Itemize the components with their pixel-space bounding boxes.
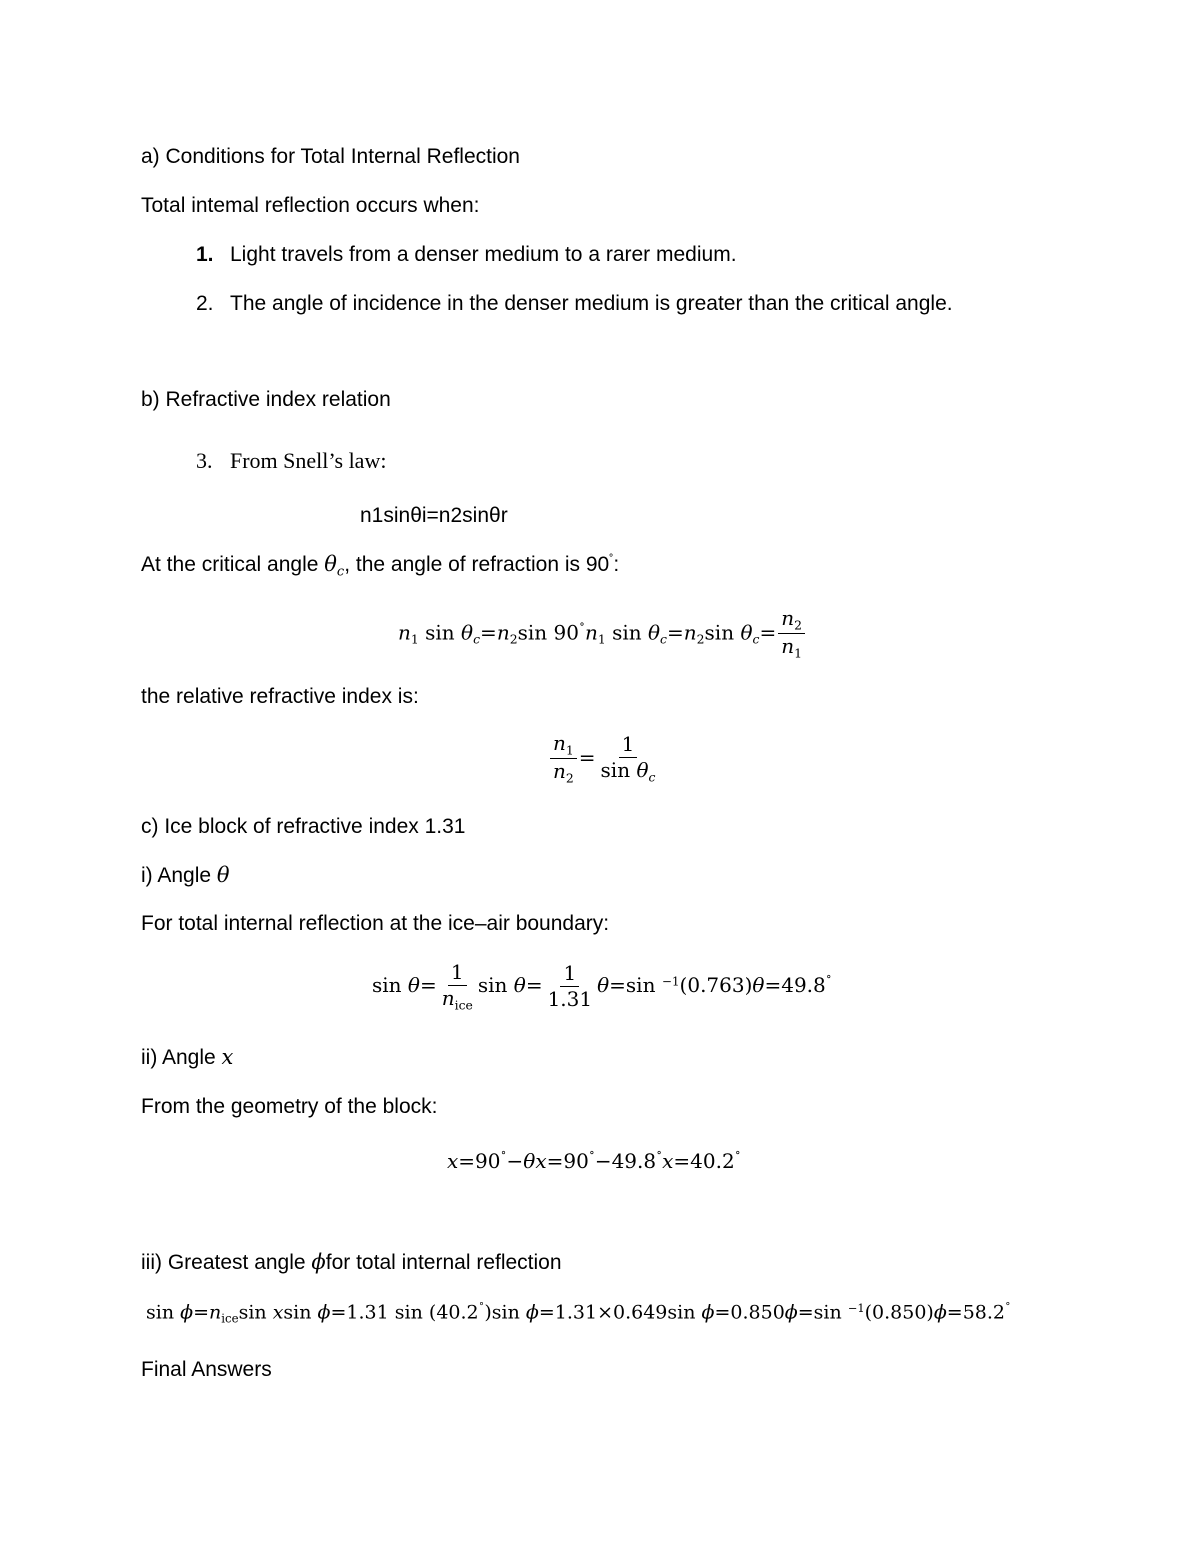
eq-degree: ˚ bbox=[1005, 1301, 1011, 1315]
eq-theta: θ bbox=[407, 973, 420, 998]
eq-equals: = bbox=[714, 1301, 731, 1324]
eq-sin: sin bbox=[425, 620, 455, 645]
eq-sub: c bbox=[473, 631, 481, 647]
section-b-heading: b) Refractive index relation bbox=[141, 388, 391, 411]
part-ii-text: From the geometry of the block: bbox=[141, 1095, 438, 1118]
angle-phi-equation: $\sin \phi=n_{ice}\sin$ xsin ϕ=1.31 sin (40.2˚)sin ϕ=1.31×0.649sin ϕ=0.850ϕ=sin $^{-1}$(0.850)ϕ=58.2˚ bbox=[146, 1301, 1011, 1326]
eq-value: 90 bbox=[563, 1149, 589, 1173]
eq-degree: ˚ bbox=[734, 1150, 741, 1165]
eq-value: 49.8 bbox=[611, 1149, 657, 1173]
eq-phi: ϕ bbox=[701, 1301, 715, 1324]
eq-inverse: −1 bbox=[661, 974, 680, 989]
fraction-denominator bbox=[598, 758, 659, 783]
eq-equals: = bbox=[546, 1149, 564, 1173]
eq-equals: = bbox=[609, 973, 626, 998]
eq-sin: sin bbox=[394, 1301, 423, 1324]
critical-suffix: , the angle of refraction is 90 bbox=[344, 553, 610, 576]
eq-x: x bbox=[535, 1149, 547, 1173]
critical-angle-equation bbox=[398, 608, 807, 660]
eq-value: 1.31 bbox=[554, 1301, 598, 1324]
list-item-3-text: From Snell’s law: bbox=[230, 448, 387, 473]
fraction bbox=[545, 963, 596, 1010]
eq-degree: ˚ bbox=[825, 974, 832, 989]
angle-theta-equation: sin θ= $\frac{1}{n_{ice}}$ sin θ= $\frac{1}{1.31}$ θ=sin $^{-1}$(0.763)θ=49.8˚ bbox=[372, 960, 832, 1013]
fraction-numerator bbox=[778, 608, 805, 634]
eq-sub: 1 bbox=[794, 645, 802, 661]
eq-theta: θ bbox=[461, 620, 474, 645]
eq-phi: ϕ bbox=[525, 1301, 539, 1324]
eq-equals: = bbox=[419, 973, 437, 998]
list-item-1-text: Light travels from a denser medium to a rarer medium. bbox=[230, 243, 737, 266]
list-number: 1. bbox=[196, 243, 214, 266]
eq-equals: = bbox=[667, 620, 684, 645]
eq-equals: = bbox=[578, 745, 596, 770]
eq-sub: c bbox=[648, 769, 656, 785]
eq-sub-ice: ice bbox=[221, 1311, 239, 1326]
eq-equals: = bbox=[330, 1301, 347, 1324]
eq-degree: ˚ bbox=[478, 1301, 485, 1315]
eq-n: n bbox=[781, 606, 795, 630]
theta-symbol: θ bbox=[324, 552, 337, 576]
eq-phi: ϕ bbox=[180, 1301, 194, 1324]
eq-minus: − bbox=[594, 1149, 612, 1173]
eq-sub: c bbox=[660, 631, 667, 647]
eq-theta: θ bbox=[523, 1149, 536, 1173]
eq-degree: ˚ bbox=[588, 1150, 595, 1165]
eq-n: n bbox=[781, 634, 795, 659]
eq-equals: = bbox=[458, 1149, 476, 1173]
eq-x: x bbox=[447, 1149, 459, 1173]
final-answers-heading: Final Answers bbox=[141, 1358, 272, 1381]
eq-n: n bbox=[496, 620, 510, 645]
critical-angle-sentence bbox=[141, 554, 619, 579]
eq-equals: = bbox=[759, 620, 777, 645]
eq-degree: ˚ bbox=[578, 621, 585, 636]
eq-phi: ϕ bbox=[317, 1301, 331, 1324]
angle-x-equation bbox=[447, 1151, 741, 1171]
fraction-numerator: 1 bbox=[619, 734, 638, 758]
part-iii-label: iii) Greatest angle bbox=[141, 1251, 312, 1274]
fraction-denominator bbox=[439, 986, 476, 1011]
list-item-2-text: The angle of incidence in the denser medium is greater than the critical angle. bbox=[230, 292, 953, 315]
eq-sin: sin bbox=[612, 620, 642, 645]
eq-x: x bbox=[272, 1301, 284, 1324]
eq-theta: θ bbox=[513, 973, 526, 998]
fraction bbox=[439, 962, 476, 1011]
eq-sin: sin bbox=[600, 758, 631, 783]
eq-sin: sin bbox=[146, 1301, 175, 1324]
list-item-2-number: 2. bbox=[196, 292, 214, 315]
eq-x: x bbox=[662, 1149, 674, 1173]
eq-equals: = bbox=[525, 973, 543, 998]
eq-equals: = bbox=[538, 1301, 555, 1324]
eq-equals: = bbox=[946, 1301, 963, 1324]
eq-n: n bbox=[553, 759, 566, 784]
eq-sin: sin bbox=[625, 973, 656, 998]
eq-sin: sin bbox=[813, 1301, 842, 1324]
eq-sin: sin bbox=[667, 1301, 696, 1324]
fraction-denominator: 1.31 bbox=[547, 987, 593, 1012]
eq-sub: 2 bbox=[696, 631, 705, 647]
eq-inverse: −1 bbox=[847, 1301, 865, 1315]
eq-phi: ϕ bbox=[784, 1301, 798, 1324]
eq-sub: 2 bbox=[509, 631, 518, 647]
eq-phi: ϕ bbox=[933, 1301, 947, 1324]
eq-value: 90 bbox=[553, 620, 579, 645]
eq-value: 0.850 bbox=[872, 1301, 927, 1324]
eq-minus: − bbox=[506, 1149, 524, 1173]
part-i-text: For total internal reflection at the ice–air boundary: bbox=[141, 912, 610, 935]
critical-prefix: At the critical angle bbox=[141, 553, 325, 576]
eq-value: 0.850 bbox=[730, 1301, 785, 1324]
eq-sub: 1 bbox=[565, 742, 574, 758]
eq-value: 90 bbox=[475, 1149, 501, 1173]
part-i-heading bbox=[141, 865, 230, 886]
relative-index-text: the relative refractive index is: bbox=[141, 685, 419, 708]
eq-value: 40.2 bbox=[690, 1149, 735, 1173]
eq-sub: c bbox=[752, 631, 760, 647]
fraction-numerator: 1 bbox=[560, 963, 579, 987]
relative-index-equation bbox=[548, 733, 660, 785]
eq-degree: ˚ bbox=[656, 1150, 663, 1165]
subscript-c: c bbox=[336, 564, 345, 580]
eq-n: n bbox=[683, 620, 697, 645]
eq-sub: 2 bbox=[565, 770, 574, 786]
fraction-numerator: 1 bbox=[448, 962, 467, 986]
part-i-label: i) Angle bbox=[141, 864, 217, 887]
fraction-denominator bbox=[778, 634, 805, 659]
eq-n: n bbox=[441, 986, 455, 1010]
eq-sin: sin bbox=[517, 620, 548, 645]
list-item-1-number bbox=[196, 244, 214, 265]
eq-equals: = bbox=[480, 620, 497, 645]
theta-symbol: θ bbox=[216, 863, 230, 887]
part-iii-label-rest: for total internal reflection bbox=[325, 1251, 562, 1274]
part-iii-heading bbox=[141, 1252, 562, 1273]
eq-sin: sin bbox=[283, 1301, 312, 1324]
eq-equals: = bbox=[797, 1301, 814, 1324]
section-c-heading: c) Ice block of refractive index 1.31 bbox=[141, 815, 466, 838]
eq-value: 0.649 bbox=[612, 1301, 668, 1324]
eq-value: 58.2 bbox=[962, 1301, 1006, 1324]
eq-theta: θ bbox=[636, 758, 649, 783]
list-item-3-number: 3. bbox=[196, 448, 213, 473]
fraction-denominator bbox=[550, 759, 577, 784]
eq-sin: sin bbox=[704, 620, 735, 645]
eq-n: n bbox=[553, 731, 566, 755]
eq-sub-ice: ice bbox=[454, 997, 473, 1013]
eq-value: 49.8 bbox=[781, 973, 826, 998]
eq-theta: θ bbox=[597, 973, 610, 998]
eq-equals: = bbox=[673, 1149, 691, 1173]
eq-sub: 1 bbox=[597, 631, 606, 647]
eq-n: n bbox=[584, 620, 598, 645]
degree-symbol: ˚ bbox=[609, 553, 614, 568]
eq-n: n bbox=[398, 620, 411, 645]
eq-degree: ˚ bbox=[500, 1150, 507, 1165]
fraction bbox=[550, 733, 577, 785]
fraction bbox=[778, 608, 805, 660]
eq-times: × bbox=[597, 1301, 613, 1324]
eq-sub: 2 bbox=[794, 617, 802, 633]
part-ii-heading bbox=[141, 1047, 233, 1068]
fraction bbox=[598, 734, 659, 783]
section-a-heading: a) Conditions for Total Internal Reflection bbox=[141, 145, 520, 168]
fraction-numerator bbox=[550, 733, 577, 759]
x-symbol: x bbox=[221, 1045, 234, 1069]
eq-value: 40.2 bbox=[436, 1301, 479, 1324]
eq-equals: = bbox=[193, 1301, 209, 1324]
eq-sin: sin bbox=[238, 1301, 267, 1324]
part-ii-label: ii) Angle bbox=[141, 1046, 222, 1069]
eq-value: 0.763 bbox=[687, 973, 745, 998]
eq-theta: θ bbox=[752, 973, 765, 998]
colon: : bbox=[613, 553, 620, 576]
phi-symbol: ϕ bbox=[311, 1250, 326, 1274]
eq-sin: sin bbox=[491, 1301, 520, 1324]
eq-equals: = bbox=[764, 973, 782, 998]
section-a-intro: Total intemal reflection occurs when: bbox=[141, 194, 480, 217]
eq-value: 1.31 bbox=[346, 1301, 389, 1324]
eq-sub: 1 bbox=[410, 631, 419, 647]
eq-theta: θ bbox=[740, 620, 753, 645]
eq-sin: sin bbox=[372, 973, 402, 998]
eq-theta: θ bbox=[648, 620, 661, 645]
eq-sin: sin bbox=[477, 973, 508, 998]
eq-n: n bbox=[209, 1301, 222, 1324]
snell-equation: n1sinθi=n2sinθr bbox=[360, 504, 508, 527]
